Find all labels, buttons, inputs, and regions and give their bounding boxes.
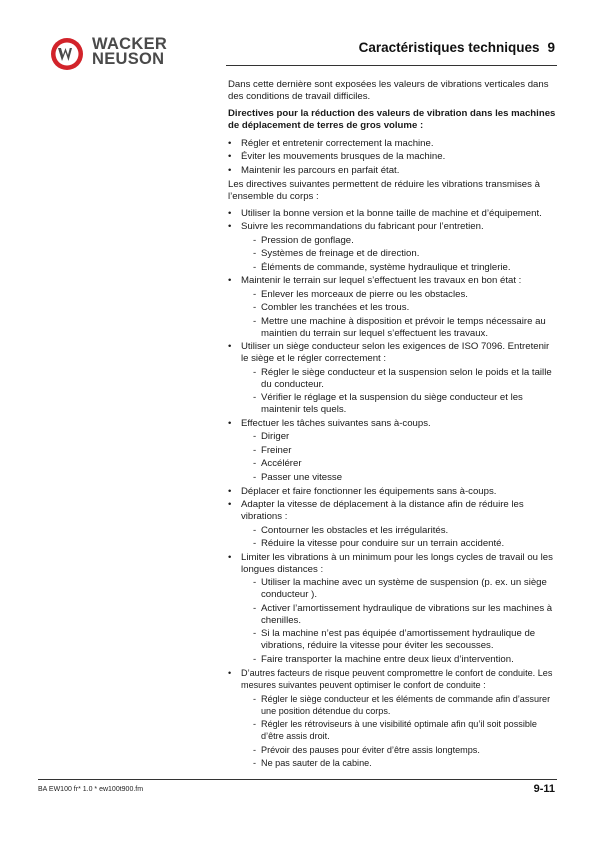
sub-list-item: - Systèmes de freinage et de direction. — [241, 248, 558, 260]
sub-list — [241, 525, 558, 551]
list-item-text: Déplacer et faire fonctionner les équipements sans à-coups. — [241, 485, 497, 497]
footer-page-number: 9-11 — [533, 783, 555, 795]
list-item — [228, 208, 558, 220]
sub-list-item: - Régler le siège conducteur et les éléments de commande afin d’assurer une position détendue du corps. — [241, 693, 558, 717]
section-title — [359, 40, 555, 55]
sub-list-item: - Passer une vitesse — [241, 472, 558, 484]
header-divider — [226, 65, 557, 66]
page-header — [0, 0, 595, 80]
list-item-text: Limiter les vibrations à un minimum pour les longs cycles de travail ou les longues distances : — [241, 551, 553, 575]
sub-list-item: - Contourner les obstacles et les irrégularités. — [241, 525, 558, 537]
vibration-guidelines-list — [228, 208, 558, 770]
list-item — [228, 275, 558, 340]
list-item: • Régler et entretenir correctement la machine. — [228, 138, 558, 150]
sub-list-item: - Régler les rétroviseurs à une visibilité optimale afin qu’il soit possible d’être assis droit. — [241, 718, 558, 742]
list-item — [228, 667, 558, 769]
sub-list-item: - Éléments de commande, système hydraulique et tringlerie. — [241, 262, 558, 274]
sub-list-item: - Vérifier le réglage et la suspension du siège conducteur et les maintenir tels quels. — [241, 392, 558, 416]
sub-list — [241, 367, 558, 417]
sub-list-item: - Faire transporter la machine entre deux lieux d’intervention. — [241, 654, 558, 666]
list-item-text: Suivre les recommandations du fabricant pour l’entretien. — [241, 221, 484, 233]
sub-list-item: - Si la machine n’est pas équipée d’amortissement hydraulique de vibrations, réduire la vitesse pour éviter les secousses. — [241, 628, 558, 652]
sub-list-item: - Prévoir des pauses pour éviter d’être assis longtemps. — [241, 744, 558, 756]
sub-list-item: - Réduire la vitesse pour conduire sur un terrain accidenté. — [241, 538, 558, 550]
sub-list-item: - Enlever les morceaux de pierre ou les obstacles. — [241, 289, 558, 301]
sub-list-item: - Activer l’amortissement hydraulique de vibrations sur les machines à chenilles. — [241, 603, 558, 627]
brand-line-2: NEUSON — [92, 50, 165, 68]
sub-list-item: - Diriger — [241, 431, 558, 443]
basic-guidelines-list — [228, 138, 558, 177]
sub-list — [241, 235, 558, 274]
sub-list — [241, 431, 558, 484]
list-item-text: D’autres facteurs de risque peuvent compromettre le confort de conduite. Les mesures suivantes peuvent optimiser le confort de conduite : — [241, 668, 553, 691]
sub-list — [241, 289, 558, 340]
list-item-text: Effectuer les tâches suivantes sans à-coups. — [241, 417, 431, 429]
section-title-text: Caractéristiques techniques — [358, 40, 540, 55]
list-item-text: Utiliser la bonne version et la bonne taille de machine et d’équipement. — [241, 207, 542, 219]
body-paragraph: Les directives suivantes permettent de réduire les vibrations transmises à l’ensemble du corps : — [228, 178, 540, 202]
sub-list-item: - Pression de gonflage. — [241, 235, 558, 247]
sub-list-item: - Régler le siège conducteur et la suspension selon le poids et la taille du conducteur. — [241, 367, 558, 391]
section-number: 9 — [547, 40, 555, 55]
section-heading: Directives pour la réduction des valeurs de vibration dans les machines de déplacement de terres de gros volume : — [228, 108, 556, 132]
sub-list — [241, 693, 558, 770]
list-item-text: Maintenir le terrain sur lequel s’effectuent les travaux en bon état : — [241, 275, 522, 287]
sub-list-item: - Accélérer — [241, 458, 558, 470]
sub-list-item: - Mettre une machine à disposition et prévoir le temps nécessaire au maintien du terrain sur lequel s’effectuent les travaux. — [241, 316, 558, 340]
wacker-neuson-w-logo-icon — [50, 37, 84, 71]
footer-document-id: BA EW100 fr* 1.0 * ew100t900.fm — [38, 786, 144, 793]
sub-list-item: - Freiner — [241, 445, 558, 457]
list-item — [228, 486, 558, 498]
intro-paragraph: Dans cette dernière sont exposées les valeurs de vibrations verticales dans des conditions de travail difficiles. — [228, 79, 549, 102]
page-content — [228, 79, 558, 771]
list-item-text: Adapter la vitesse de déplacement à la distance afin de réduire les vibrations : — [241, 499, 524, 523]
list-item: • Éviter les mouvements brusques de la machine. — [228, 151, 558, 163]
list-item: • Maintenir les parcours en parfait état. — [228, 165, 558, 177]
brand-name — [92, 37, 167, 67]
list-item — [228, 418, 558, 484]
brand-line-1: WACKER — [92, 35, 168, 53]
list-item — [228, 221, 558, 274]
sub-list-item: - Combler les tranchées et les trous. — [241, 302, 558, 314]
sub-list-item: - Utiliser la machine avec un système de suspension (p. ex. un siège conducteur ). — [241, 577, 558, 601]
list-item-text: Utiliser un siège conducteur selon les exigences de ISO 7096. Entretenir le siège et le régler correctement : — [241, 341, 550, 365]
sub-list-item: - Ne pas sauter de la cabine. — [241, 757, 558, 769]
sub-list — [241, 577, 558, 666]
list-item — [228, 341, 558, 416]
brand-logo — [50, 37, 220, 71]
list-item — [228, 552, 558, 666]
list-item — [228, 499, 558, 550]
footer-divider — [38, 779, 557, 780]
